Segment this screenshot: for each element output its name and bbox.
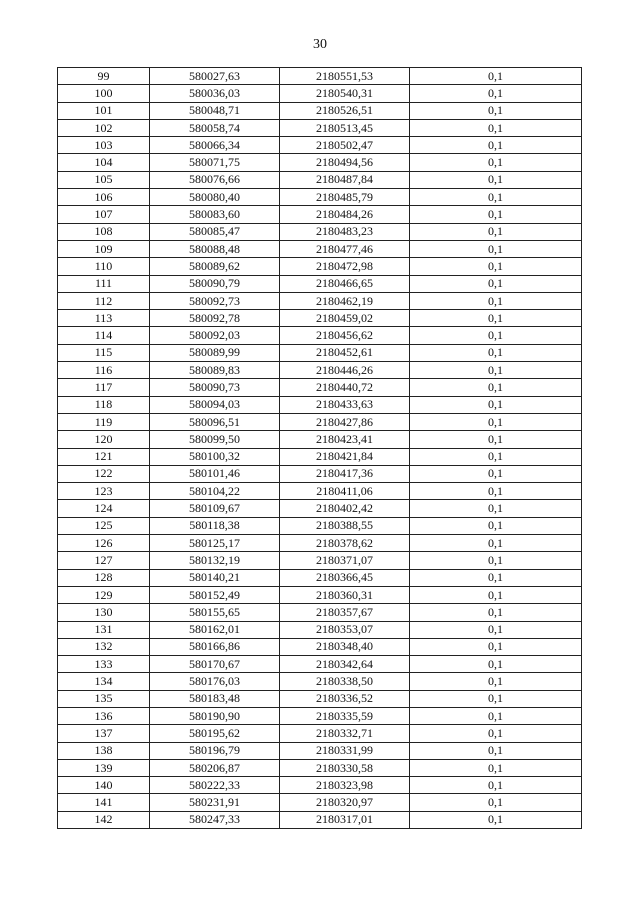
point-number-cell: 126 — [58, 535, 150, 552]
accuracy-cell: 0,1 — [410, 275, 582, 292]
point-number-cell: 115 — [58, 344, 150, 361]
x-coordinate-cell: 580222,33 — [150, 777, 280, 794]
y-coordinate-cell: 2180540,31 — [280, 85, 410, 102]
accuracy-cell: 0,1 — [410, 310, 582, 327]
y-coordinate-cell: 2180459,02 — [280, 310, 410, 327]
accuracy-cell: 0,1 — [410, 811, 582, 828]
table-row — [58, 344, 582, 361]
accuracy-cell: 0,1 — [410, 137, 582, 154]
point-number-cell: 108 — [58, 223, 150, 240]
point-number-cell: 142 — [58, 811, 150, 828]
y-coordinate-cell: 2180487,84 — [280, 171, 410, 188]
accuracy-cell: 0,1 — [410, 448, 582, 465]
y-coordinate-cell: 2180421,84 — [280, 448, 410, 465]
table-row — [58, 223, 582, 240]
y-coordinate-cell: 2180320,97 — [280, 794, 410, 811]
x-coordinate-cell: 580092,78 — [150, 310, 280, 327]
accuracy-cell: 0,1 — [410, 362, 582, 379]
table-row — [58, 621, 582, 638]
x-coordinate-cell: 580166,86 — [150, 638, 280, 655]
table-row — [58, 465, 582, 482]
point-number-cell: 112 — [58, 292, 150, 309]
x-coordinate-cell: 580231,91 — [150, 794, 280, 811]
x-coordinate-cell: 580247,33 — [150, 811, 280, 828]
table-row — [58, 137, 582, 154]
y-coordinate-cell: 2180513,45 — [280, 119, 410, 136]
point-number-cell: 131 — [58, 621, 150, 638]
table-row — [58, 362, 582, 379]
y-coordinate-cell: 2180360,31 — [280, 586, 410, 603]
table-row — [58, 500, 582, 517]
table-row — [58, 171, 582, 188]
accuracy-cell: 0,1 — [410, 535, 582, 552]
point-number-cell: 140 — [58, 777, 150, 794]
y-coordinate-cell: 2180427,86 — [280, 413, 410, 430]
accuracy-cell: 0,1 — [410, 258, 582, 275]
y-coordinate-cell: 2180485,79 — [280, 189, 410, 206]
point-number-cell: 125 — [58, 517, 150, 534]
x-coordinate-cell: 580058,74 — [150, 119, 280, 136]
accuracy-cell: 0,1 — [410, 154, 582, 171]
table-row — [58, 379, 582, 396]
y-coordinate-cell: 2180348,40 — [280, 638, 410, 655]
x-coordinate-cell: 580048,71 — [150, 102, 280, 119]
table-row — [58, 517, 582, 534]
x-coordinate-cell: 580196,79 — [150, 742, 280, 759]
point-number-cell: 103 — [58, 137, 150, 154]
table-row — [58, 811, 582, 828]
y-coordinate-cell: 2180342,64 — [280, 656, 410, 673]
point-number-cell: 99 — [58, 68, 150, 85]
table-row — [58, 310, 582, 327]
y-coordinate-cell: 2180462,19 — [280, 292, 410, 309]
accuracy-cell: 0,1 — [410, 379, 582, 396]
y-coordinate-cell: 2180332,71 — [280, 725, 410, 742]
y-coordinate-cell: 2180446,26 — [280, 362, 410, 379]
y-coordinate-cell: 2180330,58 — [280, 759, 410, 776]
point-number-cell: 137 — [58, 725, 150, 742]
point-number-cell: 117 — [58, 379, 150, 396]
y-coordinate-cell: 2180336,52 — [280, 690, 410, 707]
table-row — [58, 396, 582, 413]
y-coordinate-cell: 2180317,01 — [280, 811, 410, 828]
table-row — [58, 448, 582, 465]
x-coordinate-cell: 580083,60 — [150, 206, 280, 223]
point-number-cell: 106 — [58, 189, 150, 206]
y-coordinate-cell: 2180502,47 — [280, 137, 410, 154]
accuracy-cell: 0,1 — [410, 604, 582, 621]
point-number-cell: 113 — [58, 310, 150, 327]
point-number-cell: 129 — [58, 586, 150, 603]
x-coordinate-cell: 580089,83 — [150, 362, 280, 379]
table-row — [58, 206, 582, 223]
x-coordinate-cell: 580176,03 — [150, 673, 280, 690]
y-coordinate-cell: 2180477,46 — [280, 240, 410, 257]
y-coordinate-cell: 2180423,41 — [280, 431, 410, 448]
y-coordinate-cell: 2180411,06 — [280, 483, 410, 500]
x-coordinate-cell: 580195,62 — [150, 725, 280, 742]
y-coordinate-cell: 2180371,07 — [280, 552, 410, 569]
x-coordinate-cell: 580100,32 — [150, 448, 280, 465]
y-coordinate-cell: 2180353,07 — [280, 621, 410, 638]
table-row — [58, 154, 582, 171]
table-row — [58, 552, 582, 569]
accuracy-cell: 0,1 — [410, 656, 582, 673]
point-number-cell: 122 — [58, 465, 150, 482]
table-row — [58, 119, 582, 136]
point-number-cell: 114 — [58, 327, 150, 344]
table-row — [58, 85, 582, 102]
x-coordinate-cell: 580104,22 — [150, 483, 280, 500]
x-coordinate-cell: 580162,01 — [150, 621, 280, 638]
coordinates-table-body — [58, 68, 582, 829]
accuracy-cell: 0,1 — [410, 586, 582, 603]
point-number-cell: 110 — [58, 258, 150, 275]
point-number-cell: 101 — [58, 102, 150, 119]
accuracy-cell: 0,1 — [410, 396, 582, 413]
accuracy-cell: 0,1 — [410, 327, 582, 344]
accuracy-cell: 0,1 — [410, 569, 582, 586]
x-coordinate-cell: 580080,40 — [150, 189, 280, 206]
x-coordinate-cell: 580170,67 — [150, 656, 280, 673]
y-coordinate-cell: 2180378,62 — [280, 535, 410, 552]
table-row — [58, 586, 582, 603]
accuracy-cell: 0,1 — [410, 223, 582, 240]
accuracy-cell: 0,1 — [410, 465, 582, 482]
point-number-cell: 120 — [58, 431, 150, 448]
accuracy-cell: 0,1 — [410, 638, 582, 655]
accuracy-cell: 0,1 — [410, 794, 582, 811]
accuracy-cell: 0,1 — [410, 85, 582, 102]
accuracy-cell: 0,1 — [410, 552, 582, 569]
point-number-cell: 116 — [58, 362, 150, 379]
point-number-cell: 127 — [58, 552, 150, 569]
accuracy-cell: 0,1 — [410, 742, 582, 759]
accuracy-cell: 0,1 — [410, 725, 582, 742]
point-number-cell: 109 — [58, 240, 150, 257]
x-coordinate-cell: 580099,50 — [150, 431, 280, 448]
x-coordinate-cell: 580036,03 — [150, 85, 280, 102]
y-coordinate-cell: 2180472,98 — [280, 258, 410, 275]
table-row — [58, 483, 582, 500]
x-coordinate-cell: 580090,73 — [150, 379, 280, 396]
accuracy-cell: 0,1 — [410, 690, 582, 707]
x-coordinate-cell: 580085,47 — [150, 223, 280, 240]
y-coordinate-cell: 2180433,63 — [280, 396, 410, 413]
table-row — [58, 777, 582, 794]
y-coordinate-cell: 2180335,59 — [280, 707, 410, 724]
table-row — [58, 68, 582, 85]
point-number-cell: 138 — [58, 742, 150, 759]
point-number-cell: 141 — [58, 794, 150, 811]
y-coordinate-cell: 2180357,67 — [280, 604, 410, 621]
y-coordinate-cell: 2180440,72 — [280, 379, 410, 396]
x-coordinate-cell: 580125,17 — [150, 535, 280, 552]
y-coordinate-cell: 2180417,36 — [280, 465, 410, 482]
accuracy-cell: 0,1 — [410, 431, 582, 448]
table-row — [58, 189, 582, 206]
coordinates-table — [57, 67, 582, 829]
y-coordinate-cell: 2180338,50 — [280, 673, 410, 690]
table-row — [58, 102, 582, 119]
accuracy-cell: 0,1 — [410, 189, 582, 206]
y-coordinate-cell: 2180526,51 — [280, 102, 410, 119]
point-number-cell: 118 — [58, 396, 150, 413]
point-number-cell: 102 — [58, 119, 150, 136]
y-coordinate-cell: 2180483,23 — [280, 223, 410, 240]
accuracy-cell: 0,1 — [410, 777, 582, 794]
accuracy-cell: 0,1 — [410, 483, 582, 500]
x-coordinate-cell: 580152,49 — [150, 586, 280, 603]
x-coordinate-cell: 580206,87 — [150, 759, 280, 776]
accuracy-cell: 0,1 — [410, 206, 582, 223]
table-row — [58, 604, 582, 621]
x-coordinate-cell: 580132,19 — [150, 552, 280, 569]
table-row — [58, 413, 582, 430]
table-row — [58, 742, 582, 759]
accuracy-cell: 0,1 — [410, 621, 582, 638]
point-number-cell: 121 — [58, 448, 150, 465]
accuracy-cell: 0,1 — [410, 240, 582, 257]
accuracy-cell: 0,1 — [410, 673, 582, 690]
x-coordinate-cell: 580071,75 — [150, 154, 280, 171]
table-row — [58, 707, 582, 724]
accuracy-cell: 0,1 — [410, 759, 582, 776]
x-coordinate-cell: 580155,65 — [150, 604, 280, 621]
accuracy-cell: 0,1 — [410, 171, 582, 188]
y-coordinate-cell: 2180323,98 — [280, 777, 410, 794]
x-coordinate-cell: 580183,48 — [150, 690, 280, 707]
page-number: 30 — [313, 37, 327, 52]
x-coordinate-cell: 580118,38 — [150, 517, 280, 534]
x-coordinate-cell: 580096,51 — [150, 413, 280, 430]
point-number-cell: 124 — [58, 500, 150, 517]
point-number-cell: 104 — [58, 154, 150, 171]
point-number-cell: 107 — [58, 206, 150, 223]
point-number-cell: 105 — [58, 171, 150, 188]
x-coordinate-cell: 580090,79 — [150, 275, 280, 292]
y-coordinate-cell: 2180366,45 — [280, 569, 410, 586]
y-coordinate-cell: 2180452,61 — [280, 344, 410, 361]
x-coordinate-cell: 580092,73 — [150, 292, 280, 309]
x-coordinate-cell: 580092,03 — [150, 327, 280, 344]
table-row — [58, 258, 582, 275]
table-row — [58, 638, 582, 655]
x-coordinate-cell: 580027,63 — [150, 68, 280, 85]
accuracy-cell: 0,1 — [410, 707, 582, 724]
x-coordinate-cell: 580101,46 — [150, 465, 280, 482]
y-coordinate-cell: 2180494,56 — [280, 154, 410, 171]
point-number-cell: 130 — [58, 604, 150, 621]
point-number-cell: 123 — [58, 483, 150, 500]
x-coordinate-cell: 580076,66 — [150, 171, 280, 188]
y-coordinate-cell: 2180484,26 — [280, 206, 410, 223]
x-coordinate-cell: 580140,21 — [150, 569, 280, 586]
y-coordinate-cell: 2180331,99 — [280, 742, 410, 759]
point-number-cell: 119 — [58, 413, 150, 430]
table-row — [58, 292, 582, 309]
x-coordinate-cell: 580066,34 — [150, 137, 280, 154]
accuracy-cell: 0,1 — [410, 500, 582, 517]
table-row — [58, 794, 582, 811]
point-number-cell: 111 — [58, 275, 150, 292]
table-row — [58, 535, 582, 552]
x-coordinate-cell: 580088,48 — [150, 240, 280, 257]
table-row — [58, 725, 582, 742]
table-row — [58, 690, 582, 707]
accuracy-cell: 0,1 — [410, 517, 582, 534]
table-row — [58, 656, 582, 673]
y-coordinate-cell: 2180551,53 — [280, 68, 410, 85]
y-coordinate-cell: 2180456,62 — [280, 327, 410, 344]
x-coordinate-cell: 580190,90 — [150, 707, 280, 724]
table-row — [58, 759, 582, 776]
point-number-cell: 135 — [58, 690, 150, 707]
x-coordinate-cell: 580109,67 — [150, 500, 280, 517]
accuracy-cell: 0,1 — [410, 413, 582, 430]
accuracy-cell: 0,1 — [410, 68, 582, 85]
table-row — [58, 673, 582, 690]
y-coordinate-cell: 2180402,42 — [280, 500, 410, 517]
point-number-cell: 132 — [58, 638, 150, 655]
point-number-cell: 128 — [58, 569, 150, 586]
table-row — [58, 431, 582, 448]
y-coordinate-cell: 2180466,65 — [280, 275, 410, 292]
accuracy-cell: 0,1 — [410, 344, 582, 361]
y-coordinate-cell: 2180388,55 — [280, 517, 410, 534]
accuracy-cell: 0,1 — [410, 119, 582, 136]
accuracy-cell: 0,1 — [410, 102, 582, 119]
point-number-cell: 139 — [58, 759, 150, 776]
point-number-cell: 134 — [58, 673, 150, 690]
x-coordinate-cell: 580089,62 — [150, 258, 280, 275]
accuracy-cell: 0,1 — [410, 292, 582, 309]
table-row — [58, 240, 582, 257]
table-row — [58, 275, 582, 292]
point-number-cell: 100 — [58, 85, 150, 102]
x-coordinate-cell: 580094,03 — [150, 396, 280, 413]
table-row — [58, 569, 582, 586]
point-number-cell: 133 — [58, 656, 150, 673]
table-row — [58, 327, 582, 344]
point-number-cell: 136 — [58, 707, 150, 724]
x-coordinate-cell: 580089,99 — [150, 344, 280, 361]
